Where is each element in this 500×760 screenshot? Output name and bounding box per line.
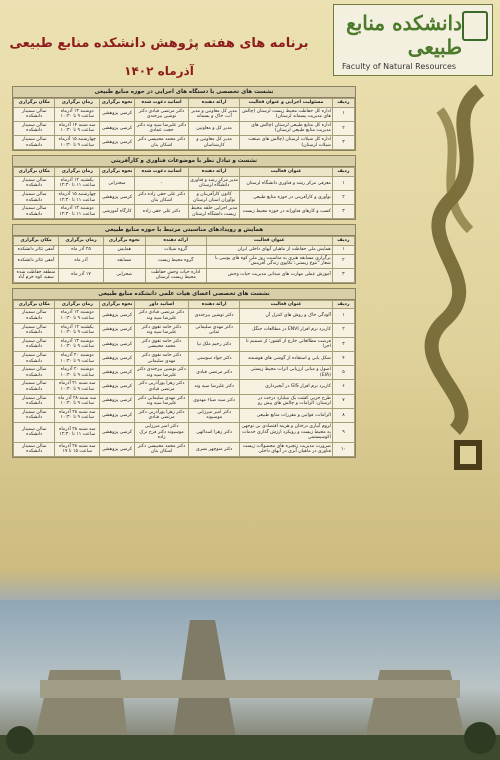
table-cell: کرسی پژوهشی xyxy=(100,380,135,394)
table-cell: ۲ xyxy=(332,190,354,204)
table-cell: دوشنبه ۱۳ آذرماه ساعت ۱۱ تا ۱۲:۳۰ xyxy=(55,205,100,219)
table-cell: آلودگی خاک و روش های کنترل آن xyxy=(240,309,333,323)
table-cell: اداره حیات وحش حفاظت محیط زیست لرستان xyxy=(145,268,206,282)
table-cell: دکتر حامد نقوی دکتر محمد محبیسی xyxy=(134,337,188,351)
table-cell: کسب و کارهای فناورانه در حوزه محیط زیست xyxy=(240,205,333,219)
table-cell: کرسی پژوهشی xyxy=(100,394,135,408)
table-row xyxy=(14,121,355,135)
table-cell: ۱ xyxy=(332,245,354,254)
column-header: زمان برگزاری xyxy=(55,300,100,309)
table-cell: همایش ملی حفاظت از ماهیان آبهای داخلی ایران xyxy=(206,245,332,254)
table-cell: سه شنبه ۲۸ آذرماه ساعت ۱۵ تا ۱۷ xyxy=(55,442,100,456)
table-cell: دکتر علی حقی زاده دکتر اشکان بنان xyxy=(134,190,188,204)
schedule-table xyxy=(13,236,355,283)
emblem-icon xyxy=(462,11,488,41)
table-row xyxy=(14,176,355,190)
schedule-table xyxy=(13,300,355,457)
table-row xyxy=(14,190,355,204)
table-cell: دکتر جواد سوسنی xyxy=(189,352,240,366)
table-cell: آمفی تئاتر دانشکده xyxy=(14,245,59,254)
table-cell: - xyxy=(134,176,188,190)
table-cell: سالن سمینار دانشکده xyxy=(14,352,55,366)
table-cell: دکتر علی حقی زاده xyxy=(134,205,188,219)
table-cell: طرح جزیی کشت یک میلیارد درخت در لرستان: الزامات و چالش های پیش رو xyxy=(240,394,333,408)
table-cell: ۳ xyxy=(332,268,354,282)
table-row xyxy=(14,352,355,366)
section-title: نشست های تخصصی با دستگاه های اجرایی در حوزه منابع طبیعی xyxy=(13,87,355,98)
table-cell: سالن سمینار دانشکده xyxy=(14,422,55,442)
table-cell: الزامات، قوانین و مقررات منابع طبیعی xyxy=(240,408,333,422)
table-cell: دکتر محمد محبیسی دکتر اشکان بنان xyxy=(134,135,188,149)
table-cell: مدیر کل معاونین و مدیر آب، خاک و بسماند xyxy=(189,107,240,121)
table-cell: سه شنبه ۱۴ آذرماه ساعت ۹ تا ۱۰:۳۰ xyxy=(55,121,100,135)
table-cell: ۶ xyxy=(332,380,354,394)
table-row xyxy=(14,254,355,268)
table-cell: دکتر مهدی سلیمانی دکتر علیرضا سپه وند xyxy=(134,394,188,408)
section-2 xyxy=(12,155,356,220)
column-header: ردیف xyxy=(332,300,354,309)
column-header: ردیف xyxy=(332,99,354,108)
table-cell: ۳ xyxy=(332,337,354,351)
table-cell: سالن سمینار دانشکده xyxy=(14,205,55,219)
table-cell: منطقه حفاظت شده سفید کوه خرم آباد xyxy=(14,268,59,282)
table-cell: دکتر نوشین بیرجندی دکتر علیرضا سپه وند xyxy=(134,366,188,380)
table-cell: ۲ xyxy=(332,121,354,135)
table-cell: گروه محیط زیست xyxy=(145,254,206,268)
table-cell: سالن سمینار دانشکده xyxy=(14,380,55,394)
table-cell: ۱۷ آذر ماه xyxy=(59,268,104,282)
table-cell: دوشنبه ۲۰ آذرماه ساعت ۹ تا ۱۰:۳۰ xyxy=(55,352,100,366)
table-cell: ضرورت مدیریت زنجیره های محصولات زیست فناوری در ماهیان آبزی در آبهای داخلی xyxy=(240,442,333,456)
table-cell: دوشنبه ۱۳ آذرماه ساعت ۹ تا ۱۰:۳۰ xyxy=(55,337,100,351)
table-cell: سالن سمینار دانشکده xyxy=(14,366,55,380)
logo-title: دانشکده منابع طبیعی xyxy=(346,11,462,59)
table-row xyxy=(14,107,355,121)
table-cell: ۹ xyxy=(332,422,354,442)
table-cell: سالن سمینار دانشکده xyxy=(14,323,55,337)
table-cell: ۲ xyxy=(332,323,354,337)
table-cell: ۳ xyxy=(332,205,354,219)
section-title: نشست و تبادل نظر با موضوعات فناوری و کارآفرینی xyxy=(13,156,355,167)
table-cell: دکتر مرتضی قبادی xyxy=(189,366,240,380)
calligraphy-hafte-pazhuhesh xyxy=(420,80,500,440)
table-row xyxy=(14,366,355,380)
table-cell: کاربرد نرم افزار ENVI در مطالعات جنگل xyxy=(240,323,333,337)
table-cell: دکتر مرتضی قبادی دکتر علیرضا سپه وند xyxy=(134,309,188,323)
table-row xyxy=(14,408,355,422)
table-cell: ۱۰ xyxy=(332,442,354,456)
column-header: ارائه دهنده xyxy=(145,237,206,246)
table-cell: سالن سمینار دانشکده xyxy=(14,190,55,204)
table-cell: صحرایی xyxy=(103,268,145,282)
column-header: نحوه برگزاری xyxy=(100,168,135,177)
table-cell: دوشنبه ۲۰ آذرماه ساعت ۹ تا ۱۰:۳۰ xyxy=(55,366,100,380)
table-cell: مدیر مرکز رشد و فناوری دانشگاه لرستان xyxy=(189,176,240,190)
page-title: برنامه های هفته پژوهش دانشکده منابع طبیعی xyxy=(9,36,309,51)
table-cell: کارگاه آموزشی xyxy=(100,205,135,219)
table-cell: سه شنبه ۲۱ آذرماه ساعت ۹ تا ۱۰:۳۰ xyxy=(55,380,100,394)
table-cell: کرسی پژوهشی xyxy=(100,121,135,135)
table-cell: ۷ xyxy=(332,394,354,408)
section-4 xyxy=(12,288,356,458)
table-cell: دکتر امیر میرزایی موسیوند دکتر فرخ ترک زاده xyxy=(134,422,188,442)
table-cell: ۱ xyxy=(332,107,354,121)
table-row xyxy=(14,442,355,456)
table-cell: سالن سمینار دانشکده xyxy=(14,408,55,422)
table-cell: دکتر رحیم ملک نیا xyxy=(189,337,240,351)
table-cell: مدیر اجرایی حلقه محیط زیست دانشگاه لرستان xyxy=(189,205,240,219)
table-cell: دکتر علیرضا سپه وند دکتر حجت عمادی xyxy=(134,121,188,135)
table-cell: کرسی پژوهشی xyxy=(100,337,135,351)
table-cell: دکتر زهرا اسدالهی xyxy=(189,422,240,442)
column-header: مکان برگزاری xyxy=(14,300,55,309)
table-cell: آذر ماه xyxy=(59,254,104,268)
faculty-logo xyxy=(333,4,493,76)
table-cell: دکتر حامد نقوی دکتر علیرضا سپه وند xyxy=(134,323,188,337)
table-row xyxy=(14,268,355,282)
table-cell: سالن سمینار دانشکده xyxy=(14,442,55,456)
table-cell: سالن سمینار دانشکده xyxy=(14,337,55,351)
section-title: نشست های تخصصی اعضای هیات علمی دانشکده منابع طبیعی xyxy=(13,289,355,300)
table-cell: آمفی تئاتر دانشکده xyxy=(14,254,59,268)
page-date: آذرماه ۱۴۰۲ xyxy=(124,64,194,78)
table-cell: سخنرانی xyxy=(100,176,135,190)
section-1 xyxy=(12,86,356,151)
column-header: زمان برگزاری xyxy=(55,168,100,177)
table-cell: چهارشنبه ۱۵ آذرماه ساعت ۱۱ تا ۱۲:۳۰ xyxy=(55,190,100,204)
table-cell: ۴ xyxy=(332,352,354,366)
table-cell: کرسی پژوهشی xyxy=(100,309,135,323)
table-cell: سالن سمینار دانشکده xyxy=(14,394,55,408)
table-row xyxy=(14,245,355,254)
table-cell: سالن سمینار دانشکده xyxy=(14,176,55,190)
column-header: عنوان فعالیت xyxy=(206,237,332,246)
table-row xyxy=(14,337,355,351)
table-cell: برگزاری مسابقه هنری به مناسبت روز ملی کوه های یوسی با شعار "تنوع زیستی؛ تکاپوی زندگی آفرینش" xyxy=(206,254,332,268)
schedule-table xyxy=(13,167,355,219)
table-cell: مدیر کل و معاونین xyxy=(189,121,240,135)
table-cell: مدیر کل معاونین و کارشناسان xyxy=(189,135,240,149)
table-cell: دکتر توشین بیرجندی xyxy=(189,309,240,323)
table-cell: لزوم آبیاری درختان و هزینه اقتصادی بی توجهی به محیط زیست و رویکرد ارزش گذاری خدمات اکوسیستمی xyxy=(240,422,333,442)
table-cell: ۳ xyxy=(332,135,354,149)
table-cell: دکتر مهدی سلیمانی ثمانی xyxy=(189,323,240,337)
table-cell: اصول و مبانی ارزیابی اثرات محیط زیستی (EIA) xyxy=(240,366,333,380)
column-header: مکان برگزاری xyxy=(14,99,55,108)
column-header: مکان برگزاری xyxy=(14,168,55,177)
table-cell: ۸ xyxy=(332,408,354,422)
table-cell: دکتر علیرضا سپه وند xyxy=(189,380,240,394)
table-cell: سالن سمینار دانشکده xyxy=(14,135,55,149)
column-header: نحوه برگزاری xyxy=(100,99,135,108)
table-cell: کانون کارآفرینان و نوآوران استان لرستان xyxy=(189,190,240,204)
table-row xyxy=(14,205,355,219)
column-header: عنوان فعالیت xyxy=(240,300,333,309)
column-header: ارائه دهنده xyxy=(189,99,240,108)
table-cell: همایش xyxy=(103,245,145,254)
table-cell: سه شنبه ۲۸ آذرماه ساعت ۹ تا ۱۰:۳۰ xyxy=(55,408,100,422)
table-cell: ۲۵ آذر ماه xyxy=(59,245,104,254)
table-cell: دکتر محمد محبیسی دکتر اشکان بنان xyxy=(134,442,188,456)
table-cell: اداره کل منابع طبیعی لرستان (چالش های مدیریت منابع طبیعی لرستان) xyxy=(240,121,333,135)
table-cell: کرسی پژوهشی xyxy=(100,190,135,204)
table-cell: دکتر سید ضیاء مهدوی xyxy=(189,394,240,408)
column-header: ارائه دهنده xyxy=(189,168,240,177)
table-cell: فرصت مطالعاتی خارج از کشور؛ از تصمیم تا اجرا xyxy=(240,337,333,351)
column-header: اساتید دعوت شده xyxy=(134,168,188,177)
column-header: نحوه برگزاری xyxy=(103,237,145,246)
table-cell: ۱ xyxy=(332,309,354,323)
table-cell: آموزش عملی مهارت های میدانی مدیریت حیات وحش xyxy=(206,268,332,282)
table-cell: شکل یابی و استفاده از گوشی های هوشمند xyxy=(240,352,333,366)
column-header: نحوه برگزاری xyxy=(100,300,135,309)
table-cell: کرسی پژوهشی xyxy=(100,135,135,149)
table-cell: یکشنبه ۱۲ آذرماه ساعت ۹ تا ۱۰:۳۰ xyxy=(55,323,100,337)
table-cell: چهارشنبه ۱۵ آذرماه ساعت ۹ تا ۱۰:۳۰ xyxy=(55,135,100,149)
program-tables xyxy=(12,86,356,462)
column-header: زمان برگزاری xyxy=(59,237,104,246)
table-cell: کرسی پژوهشی xyxy=(100,352,135,366)
table-cell: دوشنبه ۱۳ آذرماه ساعت ۹ تا ۱۰:۳۰ xyxy=(55,107,100,121)
column-header: اساتید دعوت شده xyxy=(134,99,188,108)
university-gate-photo xyxy=(0,600,500,760)
table-row xyxy=(14,309,355,323)
table-cell: کاربرد نرم افزار GIS در آبخیزداری xyxy=(240,380,333,394)
table-cell: کرسی پژوهشی xyxy=(100,422,135,442)
column-header: عنوان فعالیت xyxy=(240,168,333,177)
table-cell: دکتر زهرا پورآذربی دکتر مرتضی قبادی xyxy=(134,408,188,422)
table-cell: اداره کل شیلات لرستان (چالش های صنعت شیلات لرستان) xyxy=(240,135,333,149)
column-header: ردیف xyxy=(332,168,354,177)
table-row xyxy=(14,323,355,337)
table-cell: دوشنبه ۱۲ آذرماه ساعت ۹ تا ۱۰:۳۰ xyxy=(55,309,100,323)
table-row xyxy=(14,380,355,394)
column-header: ردیف xyxy=(332,237,354,246)
schedule-table xyxy=(13,98,355,150)
table-cell: گروه شیلات xyxy=(145,245,206,254)
table-cell: یکشنبه ۱۲ آذرماه ساعت ۱۱ تا ۱۲:۳۰ xyxy=(55,176,100,190)
table-cell: دکتر منوچهر نصری xyxy=(189,442,240,456)
logo-subtitle: Faculty of Natural Resources xyxy=(342,62,457,71)
table-row xyxy=(14,422,355,442)
table-cell: ۲ xyxy=(332,254,354,268)
table-cell: مسابقه xyxy=(103,254,145,268)
table-cell: سالن سمینار دانشکده xyxy=(14,309,55,323)
table-cell: کرسی پژوهشی xyxy=(100,408,135,422)
column-header: اساتید داور xyxy=(134,300,188,309)
table-cell: سه شنبه ۲۸ آذر ماه ساعت ۹ تا ۱۰:۳۰ xyxy=(55,394,100,408)
table-cell: کرسی پژوهشی xyxy=(100,366,135,380)
table-cell: کرسی پژوهشی xyxy=(100,107,135,121)
table-cell: کرسی پژوهشی xyxy=(100,442,135,456)
table-cell: سه شنبه ۲۸ آذرماه ساعت ۱۱ تا ۱۲:۳۰ xyxy=(55,422,100,442)
table-cell: سالن سمینار دانشکده xyxy=(14,107,55,121)
column-header: ارائه دهنده xyxy=(189,300,240,309)
column-header: مسئولیت اجرایی و عنوان فعالیت xyxy=(240,99,333,108)
table-cell: سالن سمینار دانشکده xyxy=(14,121,55,135)
table-cell: ۵ xyxy=(332,366,354,380)
section-3 xyxy=(12,224,356,284)
table-cell: اداره کل حفاظت محیط زیست لرستان (چالش های مدیریت پسماند لرستان) xyxy=(240,107,333,121)
table-cell: ۱ xyxy=(332,176,354,190)
table-cell: دکتر مرتضی قبادی دکتر توشین بیرجندی xyxy=(134,107,188,121)
table-cell: دکتر زهرا پورآذربی دکتر مرتضی قبادی xyxy=(134,380,188,394)
table-cell: دکتر حامد نقوی دکتر مهدی سلیمانی xyxy=(134,352,188,366)
table-row xyxy=(14,135,355,149)
table-row xyxy=(14,394,355,408)
table-cell: دکتر امیر میرزایی موسیوند xyxy=(189,408,240,422)
table-cell: معرفی مرکز رشد و فناوری دانشگاه لرستان xyxy=(240,176,333,190)
section-title: همایش و رویدادهای مناسبتی مرتبط با حوزه منابع طبیعی xyxy=(13,225,355,236)
column-header: مکان برگزاری xyxy=(14,237,59,246)
table-cell: نوآوری و کارآفرینی در حوزه منابع طبیعی xyxy=(240,190,333,204)
table-cell: کرسی پژوهشی xyxy=(100,323,135,337)
column-header: زمان برگزاری xyxy=(55,99,100,108)
